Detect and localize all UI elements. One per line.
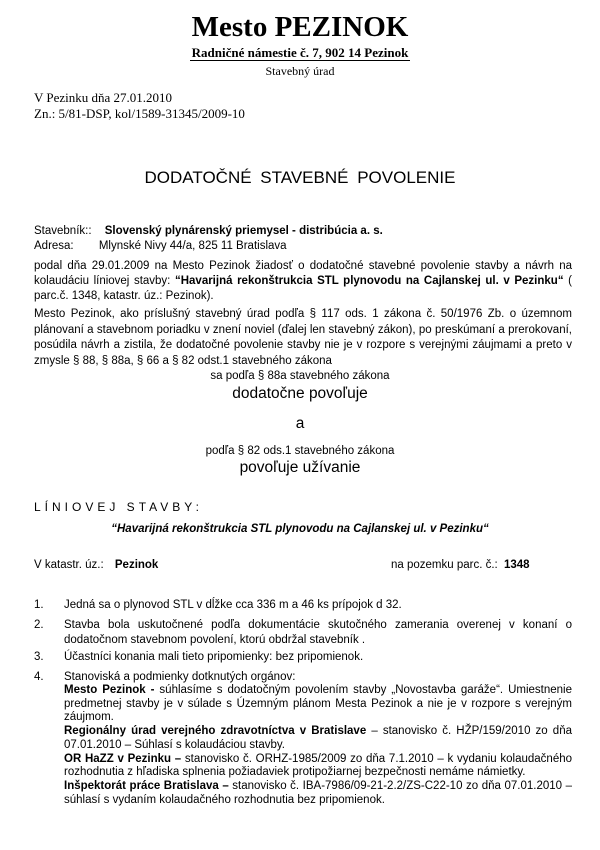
opinion-text: súhlasíme s dodatočným povolením stavby „Novostavba garáže“. Umiestnenie predmetnej stavby je v súlade s Územným plánom Mesta Pezinok a nie je v rozpore s verejným záujmom. — [64, 684, 572, 724]
builder-row — [34, 224, 383, 238]
authority-paragraph: Mesto Pezinok, ako príslušný stavebný úrad podľa § 117 ods. 1 zákona č. 50/1976 Zb. o územnom plánovaní a stavebnom poriadku v znení noviel (ďalej len stavebný zákon), po preskúmaní a prerokovaní, posúdila návrh a zistila, že dodatočné povolenie stavby nie je v rozpore s verejnými záujmami a preto v zmysle § 88, § 88a, § 66 a § 82 odst.1 stavebného zákona — [34, 308, 572, 367]
opinion-item — [64, 780, 572, 807]
linear-heading: LÍNIOVEJ STAVBY: — [34, 500, 203, 514]
item-text: Stanoviská a podmienky dotknutých orgánov: — [64, 671, 296, 683]
opinion-text: – stanovisko č. HŽP/159/2010 zo dňa 07.01.2010 – Súhlasí s kolaudáciou stavby. — [64, 725, 572, 751]
city-name: PEZINOK — [274, 11, 409, 43]
address-label: Adresa: — [34, 240, 74, 252]
plot-label: na pozemku parc. č.: — [391, 559, 498, 571]
builder-label: Stavebník:: — [34, 225, 92, 237]
decision-and: a — [295, 415, 305, 432]
cadastre-label: V katastr. úz.: — [34, 559, 104, 571]
opinion-text: stanovisko č. ORHZ-1985/2009 zo dňa 7.1.2010 – k vydaniu kolaudačného rozhodnutia z hľadiska splnenia požiadaviek protipožiarnej bezpečnosti nemáme námietky. — [64, 752, 573, 779]
plot-number: 1348 — [503, 559, 530, 571]
office-name: Stavebný úrad — [265, 64, 335, 78]
item-text: Jedná sa o plynovod STL v dĺžke cca 336 m a 46 ks prípojok d 32. — [64, 599, 402, 611]
document-title: DODATOČNÉ STAVEBNÉ POVOLENIE — [144, 168, 456, 187]
application-paragraph — [34, 259, 572, 304]
city-header — [0, 10, 600, 44]
item-number: 4. — [34, 671, 44, 683]
application-project: “Havarijná rekonštrukcia STL plynovodu na Cajlanskej ul. v Pezinku“ — [174, 275, 564, 287]
item-text: Účastníci konania mali tieto pripomienky: bez pripomienok. — [64, 651, 364, 663]
application-parcel: ( parc.č. 1348, katastr. úz.: Pezinok). — [34, 275, 572, 302]
opinion-item — [64, 725, 572, 752]
opinion-org: Regionálny úrad verejného zdravotníctva v Bratislave — [64, 725, 367, 738]
plot-row — [391, 558, 530, 572]
opinion-org: OR HaZZ v Pezinku – — [64, 752, 182, 765]
item-number: 1. — [34, 599, 44, 611]
cadastre-row — [34, 558, 158, 572]
item-number: 2. — [34, 619, 44, 631]
place-date: V Pezinku dňa 27.01.2010 — [34, 90, 173, 105]
office-address: Radničné námestie č. 7, 902 14 Pezinok — [191, 45, 409, 60]
linear-structure-name: “Havarijná rekonštrukcia STL plynovodu na Cajlanskej ul. v Pezinku“ — [111, 523, 489, 535]
builder-address: Mlynské Nivy 44/a, 825 11 Bratislava — [98, 240, 287, 252]
opinion-org: Mesto Pezinok - — [64, 684, 155, 696]
opinions-list — [64, 684, 572, 807]
city-prefix: Mesto — [191, 11, 268, 43]
opinion-text: stanovisko č. IBA-7986/09-21-2.2/ZS-C22-10 zo dňa 07.01.2010 – súhlasí s vydaním kolaudačného rozhodnutia bez pripomienok. — [64, 779, 572, 806]
item-text: Stavba bola uskutočnené podľa dokumentácie skutočného zamerania overenej v konaní o dodatočnom stavebnom povolení, ktorú obdržal stavebník . — [64, 619, 572, 646]
address-row — [34, 239, 287, 253]
item-number: 3. — [34, 651, 44, 663]
decision-basis-2: podľa § 82 ods.1 stavebného zákona — [205, 445, 395, 457]
application-text: podal dňa 29.01.2009 na Mesto Pezinok žiadosť o dodatočné stavebné povolenie stavby a návrh na kolaudáciu líniovej stavby: — [34, 260, 572, 287]
decision-basis-1: sa podľa § 88a stavebného zákona — [210, 370, 390, 382]
builder-name: Slovenský plynárenský priemysel - distribúcia a. s. — [104, 225, 383, 237]
opinion-org: Inšpektorát práce Bratislava – — [64, 779, 229, 792]
decision-verb-1: dodatočne povoľuje — [232, 385, 368, 402]
opinion-item — [64, 684, 572, 725]
decision-verb-2: povoľuje užívanie — [239, 459, 361, 476]
reference-number: Zn.: 5/81-DSP, kol/1589-31345/2009-10 — [34, 106, 245, 121]
cadastre-value: Pezinok — [114, 559, 159, 571]
opinion-item — [64, 753, 572, 780]
